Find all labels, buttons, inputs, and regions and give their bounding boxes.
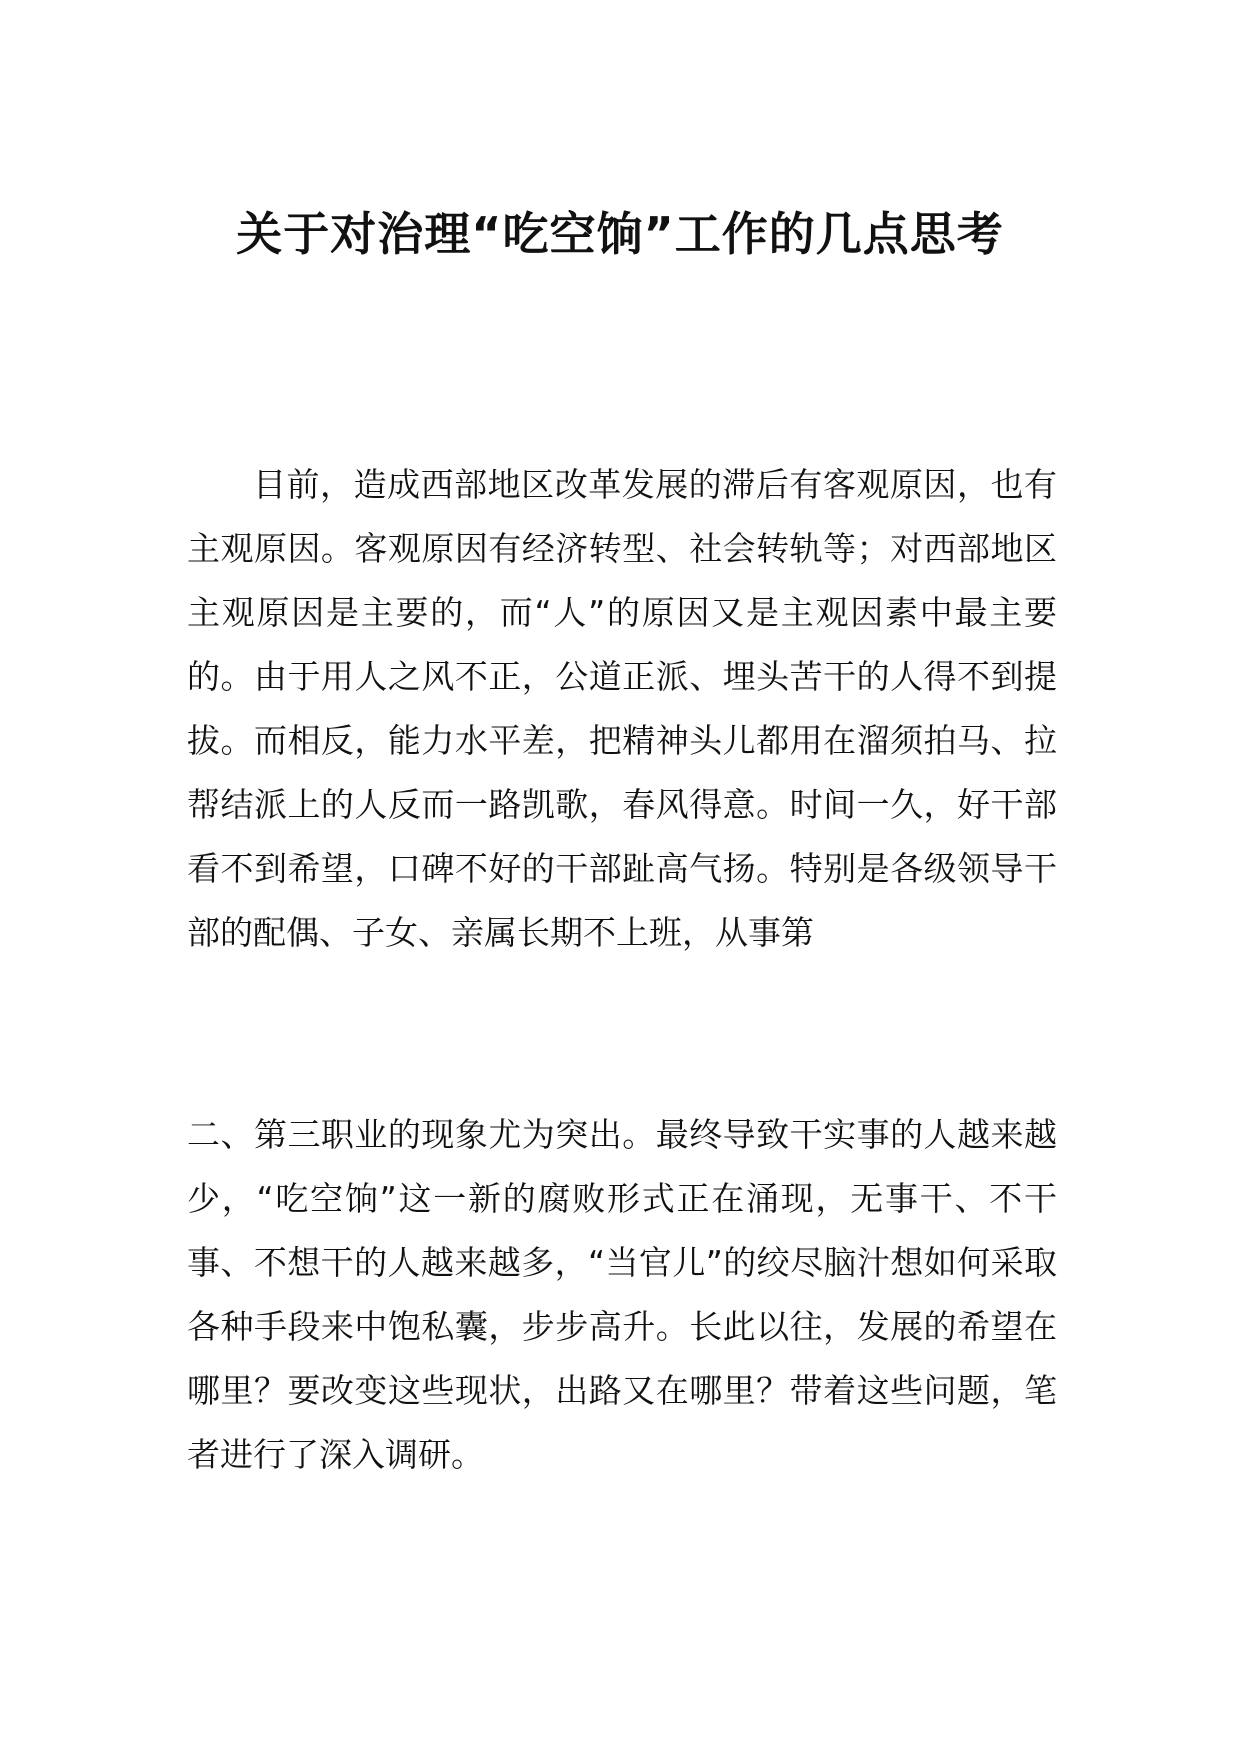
body-paragraph-1: 目前，造成西部地区改革发展的滞后有客观原因，也有主观原因。客观原因有经济转型、社会转轨等；对西部地区主观原因是主要的，而“人”的原因又是主观因素中最主要的。由于用人之风不正，公道正派、埋头苦干的人得不到提拔。而相反，能力水平差，把精神头儿都用在溜须拍马、拉帮结派上的人反而一路凯歌，春风得意。时间一久，好干部看不到希望，口碑不好的干部趾高气扬。特别是各级领导干部的配偶、子女、亲属长期不上班，从事第 (187, 465, 1057, 952)
document-title: 关于对治理“吃空饷”工作的几点思考 (236, 207, 1004, 261)
body-paragraph-2: 二、第三职业的现象尤为突出。最终导致干实事的人越来越少，“吃空饷”这一新的腐败形式正在涌现，无事干、不干事、不想干的人越来越多，“当官儿”的绞尽脑汁想如何采取各种手段来中饱私囊，步步高升。长此以往，发展的希望在哪里？要改变这些现状，出路又在哪里？带着这些问题，笔者进行了深入调研。 (187, 1115, 1057, 1474)
